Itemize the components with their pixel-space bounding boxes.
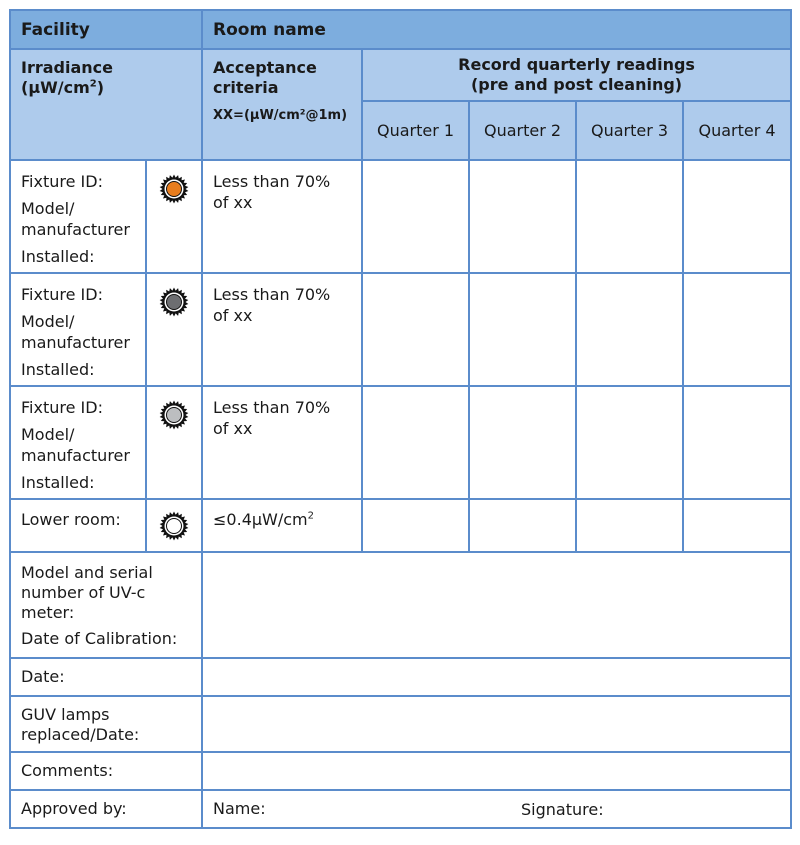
q3-reading-cell[interactable]	[576, 386, 683, 499]
q4-reading-cell[interactable]	[683, 273, 791, 386]
record-line1: Record quarterly readings	[458, 55, 695, 74]
fixture-icon-cell	[146, 386, 202, 499]
criteria-text: Less than 70%	[213, 172, 331, 191]
meter-row	[10, 552, 791, 658]
fixture-id-label: Fixture ID:	[21, 285, 103, 304]
orange-sun-icon	[159, 174, 189, 204]
model-label: Model/	[21, 312, 75, 331]
q1-reading-cell[interactable]	[362, 499, 469, 552]
guv-label-cell	[10, 696, 202, 752]
q2-reading-cell[interactable]	[469, 273, 576, 386]
installed-label: Installed:	[21, 473, 95, 492]
fixture-icon-cell	[146, 160, 202, 273]
irradiance-log-table	[9, 9, 792, 829]
installed-label: Installed:	[21, 360, 95, 379]
record-quarterly-header	[362, 49, 791, 101]
guv-line2: replaced/Date:	[21, 725, 140, 744]
q3-reading-cell[interactable]	[576, 273, 683, 386]
fixture-id-label: Fixture ID:	[21, 398, 103, 417]
criteria-text: Less than 70%	[213, 398, 331, 417]
meter-line1: Model and serial	[21, 563, 153, 582]
header-row-columns	[10, 49, 791, 101]
criteria-text: of xx	[213, 193, 253, 212]
acceptance-cell	[202, 386, 362, 499]
fixture-row-2	[10, 273, 791, 386]
q1-reading-cell[interactable]	[362, 160, 469, 273]
meter-line3: meter:	[21, 603, 75, 622]
fixture-row-3	[10, 386, 791, 499]
q4-reading-cell[interactable]	[683, 386, 791, 499]
criteria-superscript: 2	[307, 510, 315, 522]
lower-room-label: Lower room:	[10, 499, 146, 552]
name-label: Name:	[213, 799, 266, 818]
q2-reading-cell[interactable]	[469, 386, 576, 499]
record-line2: (pre and post cleaning)	[470, 75, 683, 94]
comments-label: Comments:	[10, 752, 202, 790]
date-label: Date:	[10, 658, 202, 696]
date-entry-cell[interactable]	[202, 658, 791, 696]
meter-line2: number of UV-c	[21, 583, 146, 602]
irradiance-header	[10, 49, 202, 160]
criteria-text: of xx	[213, 306, 253, 325]
manufacturer-label: manufacturer	[21, 446, 130, 465]
fixture-id-label: Fixture ID:	[21, 172, 103, 191]
lower-room-icon-cell	[146, 499, 202, 552]
criteria-text: ≤0.4µW/cm	[213, 510, 308, 529]
q2-reading-cell[interactable]	[469, 499, 576, 552]
comments-row	[10, 752, 791, 790]
facility-header[interactable]: Facility	[10, 10, 202, 49]
criteria-text: Less than 70%	[213, 285, 331, 304]
model-label: Model/	[21, 425, 75, 444]
light-gray-sun-icon	[159, 400, 189, 430]
date-row	[10, 658, 791, 696]
acceptance-criteria-header	[202, 49, 362, 160]
quarter-2-header: Quarter 2	[469, 101, 576, 160]
header-row-facility	[10, 10, 791, 49]
criteria-text: of xx	[213, 419, 253, 438]
q4-reading-cell[interactable]	[683, 160, 791, 273]
q4-reading-cell[interactable]	[683, 499, 791, 552]
quarter-3-header: Quarter 3	[576, 101, 683, 160]
manufacturer-label: manufacturer	[21, 333, 130, 352]
q2-reading-cell[interactable]	[469, 160, 576, 273]
lower-room-row	[10, 499, 791, 552]
model-label: Model/	[21, 199, 75, 218]
quarter-1-header: Quarter 1	[362, 101, 469, 160]
quarter-4-header: Quarter 4	[683, 101, 791, 160]
calibration-label: Date of Calibration:	[21, 629, 178, 648]
approval-entry-cell[interactable]	[202, 790, 791, 828]
comments-entry-cell[interactable]	[202, 752, 791, 790]
acceptance-formula: XX=(µW/cm²@1m)	[213, 108, 348, 123]
lower-room-criteria	[202, 499, 362, 552]
guv-row	[10, 696, 791, 752]
white-sun-icon	[159, 511, 189, 541]
installed-label: Installed:	[21, 247, 95, 266]
signature-label: Signature:	[521, 800, 604, 819]
acceptance-cell	[202, 273, 362, 386]
q3-reading-cell[interactable]	[576, 160, 683, 273]
manufacturer-label: manufacturer	[21, 220, 130, 239]
q3-reading-cell[interactable]	[576, 499, 683, 552]
irradiance-unit: $(\mu W/cm^2)$	[21, 78, 105, 97]
q1-reading-cell[interactable]	[362, 273, 469, 386]
fixture-icon-cell	[146, 273, 202, 386]
approved-label: Approved by:	[10, 790, 202, 828]
meter-label-cell	[10, 552, 202, 658]
acceptance-cell	[202, 160, 362, 273]
acceptance-label: Acceptance criteria	[213, 58, 317, 97]
approved-row	[10, 790, 791, 828]
fixture-label-cell	[10, 160, 146, 273]
fixture-label-cell	[10, 273, 146, 386]
fixture-label-cell	[10, 386, 146, 499]
room-name-header[interactable]: Room name	[202, 10, 791, 49]
irradiance-label: Irradiance	[21, 58, 113, 77]
q1-reading-cell[interactable]	[362, 386, 469, 499]
dark-gray-sun-icon	[159, 287, 189, 317]
meter-entry-cell[interactable]	[202, 552, 791, 658]
guv-line1: GUV lamps	[21, 705, 110, 724]
fixture-row-1	[10, 160, 791, 273]
guv-entry-cell[interactable]	[202, 696, 791, 752]
